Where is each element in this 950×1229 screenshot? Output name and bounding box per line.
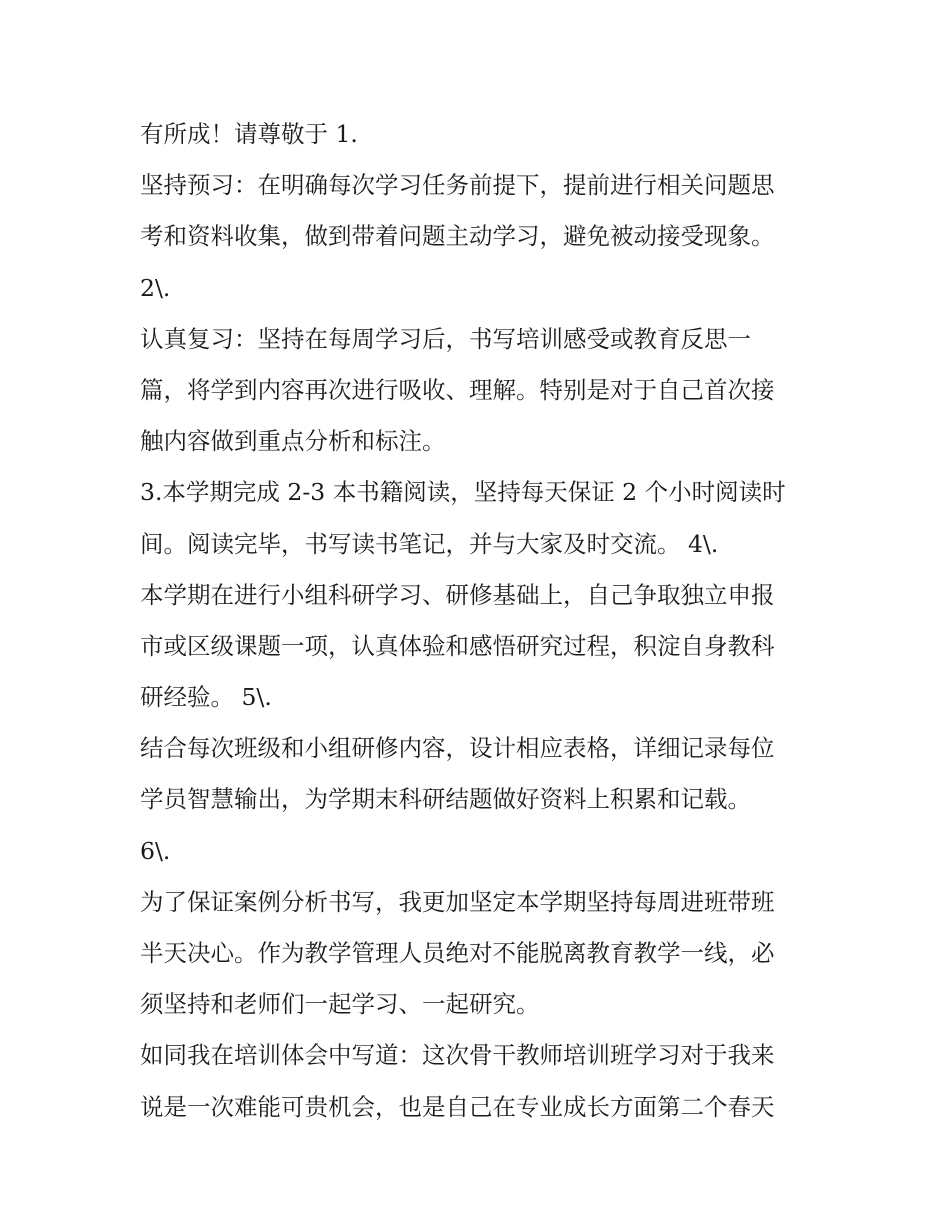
- text-line: 说是一次难能可贵机会，也是自己在专业成长方面第二个春天: [140, 1092, 775, 1121]
- text-line: 3.本学期完成 2-3 本书籍阅读，坚持每天保证 2 个小时阅读时: [140, 478, 786, 507]
- text-line: 学员智慧输出，为学期末科研结题做好资料上积累和记载。: [140, 785, 751, 814]
- text-line: 为了保证案例分析书写，我更加坚定本学期坚持每周进班带班: [140, 887, 775, 916]
- text-line: 6\.: [140, 836, 171, 865]
- text-line: 考和资料收集，做到带着问题主动学习，避免被动接受现象。: [140, 222, 775, 251]
- text-line: 市或区级课题一项，认真体验和感悟研究过程，积淀自身教科: [140, 631, 775, 660]
- text-line: 触内容做到重点分析和标注。: [140, 427, 446, 456]
- text-line: 如同我在培训体会中写道：这次骨干教师培训班学习对于我来: [140, 1041, 775, 1070]
- document-body: [140, 109, 830, 1133]
- text-line: 坚持预习：在明确每次学习任务前提下，提前进行相关问题思: [140, 171, 775, 200]
- text-line: 研经验。 5\.: [140, 683, 272, 712]
- text-line: 本学期在进行小组科研学习、研修基础上，自己争取独立申报: [140, 580, 775, 609]
- text-line: 2\.: [140, 273, 171, 302]
- text-line: 间。阅读完毕，书写读书笔记，并与大家及时交流。 4\.: [140, 529, 719, 558]
- text-line: 有所成！请尊敬于 1.: [140, 120, 358, 148]
- text-line: 半天决心。作为教学管理人员绝对不能脱离教育教学一线，必: [140, 939, 775, 967]
- text-line: 篇，将学到内容再次进行吸收、理解。特别是对于自己首次接: [140, 375, 775, 404]
- text-line: 认真复习：坚持在每周学习后，书写培训感受或教育反思一: [140, 324, 751, 353]
- text-line: 结合每次班级和小组研修内容，设计相应表格，详细记录每位: [140, 734, 775, 763]
- text-line: 须坚持和老师们一起学习、一起研究。: [140, 990, 540, 1019]
